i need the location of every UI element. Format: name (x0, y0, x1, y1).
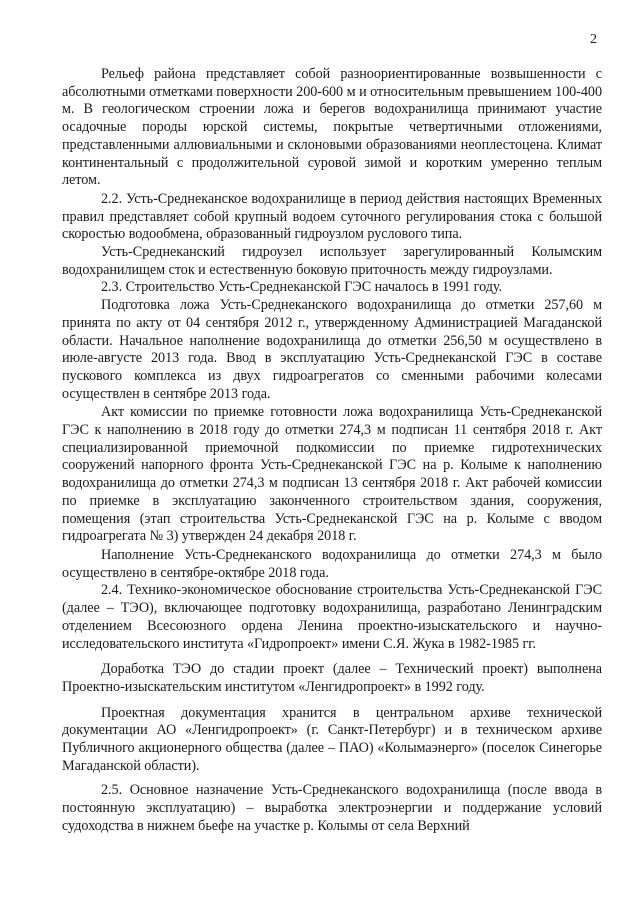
paragraph-2-5: 2.5. Основное назначение Усть-Среднеканского водохранилища (после ввода в постоянную эксплуатацию) – выработка электроэнергии и поддержание условий судоходства в нижнем бьефе на участке р. Колымы от села Верхний (62, 782, 602, 834)
paragraph-2-3: 2.3. Строительство Усть-Среднеканской ГЭС началось в 1991 году. (101, 279, 503, 296)
paragraph-preparation: Подготовка ложа Усть-Среднеканского водохранилища до отметки 257,60 м принята по акту от 04 сентября 2012 г., утвержденному Администрацией Магаданской области. Начальное наполнение водохранилища до отметки 256,50 м осуществлено в июле-августе 2013 года. Ввод в эксплуатацию Усть-Среднеканской ГЭС в составе пускового комплекса из двух гидроагрегатов со сменными рабочими колесами осуществлен в сентябре 2013 года. (62, 297, 602, 402)
document-body (62, 66, 602, 836)
paragraph-hydro-node: Усть-Среднеканский гидроузел использует зарегулированный Колымским водохранилищем сток и естественную боковую приточность между гидроузлами. (62, 244, 602, 278)
page-number: 2 (590, 32, 597, 47)
paragraph-tech-project: Доработка ТЭО до стадии проект (далее – Технический проект) выполнена Проектно-изыскательским институтом «Ленгидропроект» в 1992 году. (62, 661, 602, 695)
paragraph-filling: Наполнение Усть-Среднеканского водохранилища до отметки 274,3 м было осуществлено в сентябре-октябре 2018 года. (62, 546, 602, 581)
paragraph-2-4: 2.4. Технико-экономическое обоснование строительства Усть-Среднеканской ГЭС (далее – ТЭО), включающее подготовку водохранилища, разработано Ленинградским отделением Всесоюзного ордена Ленина проектно-изыскательского и научно-исследовательского института «Гидропроект» имени С.Я. Жука в 1982-1985 гг. (62, 582, 602, 652)
paragraph-archive: Проектная документация хранится в центральном архиве технической документации АО «Ленгидропроект» (г. Санкт-Петербург) и в техническом архиве Публичного акционерного общества (далее – ПАО) «Колымаэнерго» (поселок Синегорье Магаданской области). (62, 704, 602, 774)
paragraph-relief: Рельеф района представляет собой разноориентированные возвышенности с абсолютными отметками поверхности 200-600 м и относительным превышением 100-400 м. В геологическом строении ложа и берегов водохранилища принимают участие осадочные породы юрской системы, покрытые четвертичными отложениями, представленными аллювиальными и склоновыми образованиями неоплестоцена. Климат континентальный с продолжительной суровой зимой и коротким умеренно теплым летом. (62, 66, 602, 189)
paragraph-acts: Акт комиссии по приемке готовности ложа водохранилища Усть-Среднеканской ГЭС к наполнению в 2018 году до отметки 274,3 м подписан 11 сентября 2018 г. Акт специализированной приемочной подкомиссии по приемке гидротехнических сооружений напорного фронта Усть-Среднеканской ГЭС на р. Колыме к наполнению водохранилища до отметки 274,3 м подписан 13 сентября 2018 г. Акт рабочей комиссии по приемке в эксплуатацию законченного строительством здания, сооружения, помещения (этап строительства Усть-Среднеканской ГЭС на р. Колыме с вводом гидроагрегата № 3) утвержден 24 декабря 2018 г. (62, 404, 602, 545)
paragraph-2-2: 2.2. Усть-Среднеканское водохранилище в период действия настоящих Временных правил представляет собой крупный водоем суточного регулирования стока с большой скоростью водообмена, образованный гидроузлом руслового типа. (62, 190, 602, 243)
